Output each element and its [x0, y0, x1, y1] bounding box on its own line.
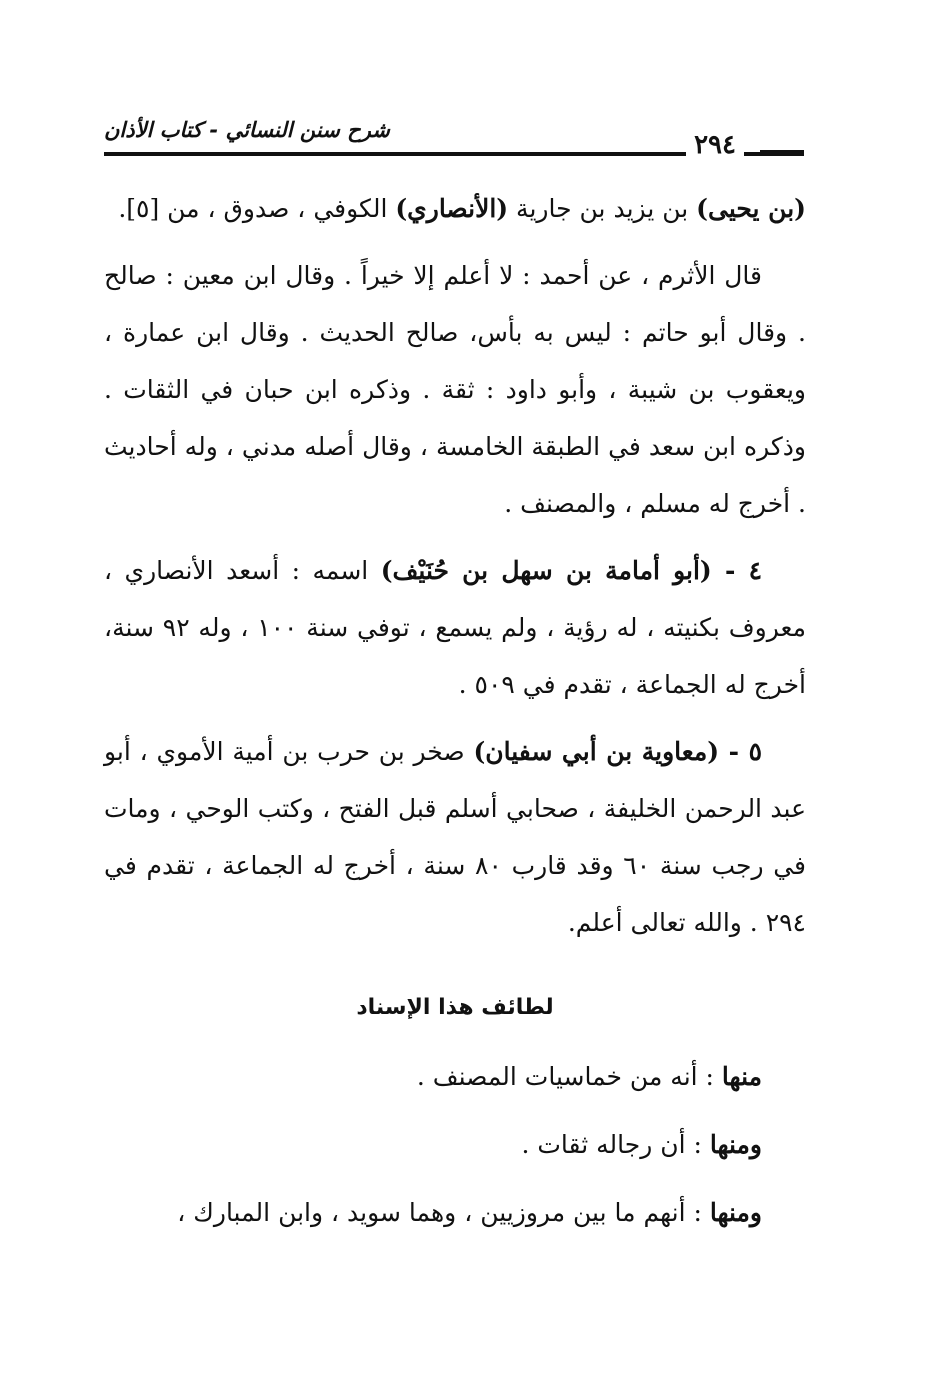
paragraph-text: اسمه : أسعد الأنصاري ، معروف بكنيته ، له رؤية ، ولم يسمع ، توفي سنة ١٠٠ ، وله ٩٢ سنة، أخرج له الجماعة ، تقدم في ٥٠٩ .: [104, 556, 806, 699]
narrator-name: (معاوية بن أبي سفيان): [473, 737, 720, 766]
page-header: [104, 112, 804, 162]
point-text: : أنه من خماسيات المصنف .: [416, 1062, 722, 1091]
narrator-nisba: (الأنصاري): [395, 194, 509, 223]
list-item: [104, 1115, 762, 1175]
page-body: [104, 180, 806, 1251]
running-title: شرح سنن النسائي - كتاب الأذان: [104, 118, 390, 142]
list-item: [104, 1183, 762, 1243]
list-item: [104, 1047, 762, 1107]
point-label: ومنها: [709, 1130, 762, 1159]
paragraph-narrator-entry: [104, 180, 806, 237]
point-label: منها: [721, 1062, 762, 1091]
paragraph-text: بن يزيد بن جارية: [508, 194, 697, 223]
entry-number: ٤ -: [711, 556, 762, 585]
paragraph-narrator-grading: قال الأثرم ، عن أحمد : لا أعلم إلا خيراً . وقال ابن معين : صالح . وقال أبو حاتم : ليس به بأس، صالح الحديث . وقال ابن عمارة ، ويعقوب بن شيبة ، وأبو داود : ثقة . وذكره ابن حبان في الثقات . وذكره ابن سعد في الطبقة الخامسة ، وقال أصله مدني ، وله أحاديث . أخرج له مسلم ، والمصنف .: [104, 261, 806, 518]
point-text: : أنهم ما بين مروزيين ، وهما سويد ، وابن المبارك ،: [177, 1198, 710, 1227]
paragraph-text: صخر بن حرب بن أمية الأموي ، أبو عبد الرحمن الخليفة ، صحابي أسلم قبل الفتح ، وكتب الوحي ، ومات في رجب سنة ٦٠ وقد قارب ٨٠ سنة ، أخرج له الجماعة ، تقدم في ٢٩٤ . والله تعالى أعلم.: [104, 737, 806, 937]
entry-number: ٥ -: [719, 737, 762, 766]
paragraph-narrator-5: [104, 723, 806, 951]
point-text: : أن رجاله ثقات .: [521, 1130, 710, 1159]
header-dash: [760, 150, 804, 155]
point-label: ومنها: [709, 1198, 762, 1227]
narrator-name: (أبو أمامة بن سهل بن حُنَيْف): [380, 556, 712, 585]
paragraph-text: الكوفي ، صدوق ، من [٥].: [118, 194, 396, 223]
page-number: ٢٩٤: [686, 130, 744, 160]
section-title: لطائف هذا الإسناد: [356, 995, 554, 1020]
paragraph-narrator-4: [104, 542, 806, 713]
narrator-name: (بن يحيى): [696, 194, 806, 223]
